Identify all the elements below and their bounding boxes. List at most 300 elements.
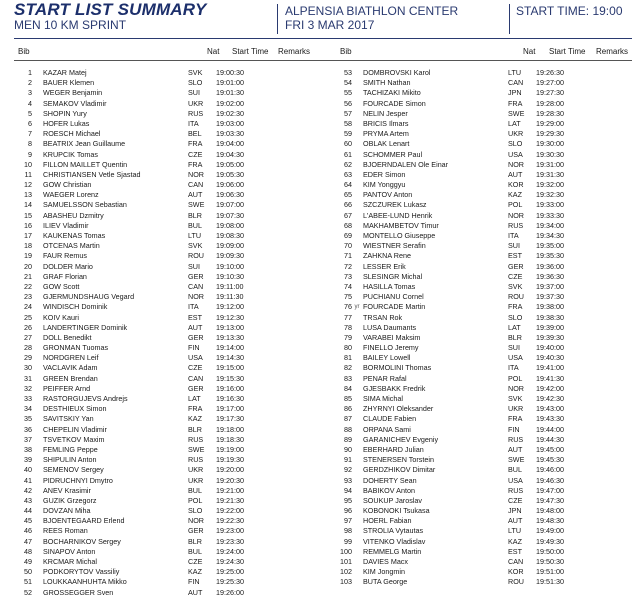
table-row [0,588,320,598]
nation-code: SLO [188,78,203,88]
nation-code: SVK [188,241,203,251]
bib-number: 38 [24,444,32,454]
nation-code: RUS [508,434,524,444]
table-row [0,577,320,587]
bib-number: 52 [24,587,32,597]
table-row [0,272,320,282]
table-row [320,221,640,231]
table-row [320,78,640,88]
start-time: 19:23:30 [216,536,244,546]
table-row [0,333,320,343]
athlete-name: SAVITSKIY Yan [43,414,94,424]
table-row [0,109,320,119]
nation-code: KAZ [508,536,522,546]
table-row [320,190,640,200]
nation-code: USA [188,353,203,363]
nation-code: NOR [188,169,204,179]
start-time: 19:01:00 [216,78,244,88]
bib-number: 31 [24,373,32,383]
nation-code: GER [188,271,204,281]
nation-code: BLR [188,536,202,546]
table-row [0,465,320,475]
athlete-name: SEMAKOV Vladimir [43,98,107,108]
athlete-name: PUCHIANU Cornel [363,292,424,302]
start-time: 19:50:30 [536,557,564,566]
nation-code: SVK [188,68,203,77]
athlete-name: SZCZUREK Lukasz [363,200,427,210]
start-time: 19:32:00 [536,180,564,190]
nation-code: FRA [508,98,523,108]
athlete-name: GOW Scott [43,281,80,291]
table-row [0,160,320,170]
athlete-name: ZAHKNA Rene [363,251,411,261]
table-row [320,129,640,139]
nation-code: SVK [508,281,523,291]
nation-code: RUS [188,434,204,444]
document-title: START LIST SUMMARY [14,0,207,19]
bib-number: 89 [344,434,352,444]
bib-number: 33 [24,394,32,403]
table-row [320,476,640,486]
start-time: 19:45:00 [536,444,564,454]
start-time: 19:43:30 [536,414,564,424]
athlete-name: ZHYRNYI Oleksander [363,404,434,414]
athlete-name: BAUER Klemen [43,78,95,88]
table-row [320,211,640,221]
start-time: 19:13:00 [216,322,244,332]
start-time: 19:24:30 [216,557,244,566]
nation-code: LAT [508,118,521,128]
start-time: 19:46:30 [536,475,564,485]
nation-code: SUI [508,343,520,353]
athlete-name: SEMENOV Sergey [43,465,104,475]
table-row [0,170,320,180]
athlete-name: VITENKO Vladislav [363,536,426,546]
bib-number: 82 [344,363,352,373]
bib-number: 20 [24,261,32,271]
athlete-name: MONTELLO Giuseppe [363,231,436,240]
bib-number: 68 [344,220,352,230]
bib-number: 32 [24,383,32,393]
start-time: 19:11:30 [216,292,244,302]
bib-number: 94 [344,485,352,495]
bib-number: 27 [24,332,32,342]
nation-code: GER [188,526,204,536]
athlete-name: OBLAK Lenart [363,139,410,149]
bib-number: 61 [344,149,352,159]
table-row [0,506,320,516]
athlete-name: EBERHARD Julian [363,444,424,454]
venue-name: ALPENSIA BIATHLON CENTER [285,4,459,18]
nation-code: CAN [188,373,204,383]
table-row [320,292,640,302]
start-time: 19:28:00 [536,98,564,108]
start-time: 19:08:00 [216,220,244,230]
document-header [0,0,640,38]
athlete-name: SLESINGR Michal [363,271,423,281]
athlete-name: BOCHARNIKOV Sergey [43,536,121,546]
bib-number: 76 [344,302,352,312]
start-time: 19:48:00 [536,506,564,516]
bib-number: 84 [344,383,352,393]
table-row [0,241,320,251]
athlete-name: BEATRIX Jean Guillaume [43,139,126,149]
start-time: 19:17:30 [216,414,244,424]
nation-code: CAN [188,281,204,291]
start-time: 19:17:00 [216,404,244,414]
athlete-name: ROESCH Michael [43,129,101,139]
table-row [0,567,320,577]
athlete-name: DOHERTY Sean [363,475,417,485]
table-row [0,99,320,109]
start-time: 19:39:30 [536,332,564,342]
table-row [0,211,320,221]
nation-code: ROU [508,292,524,302]
athlete-name: GOW Christian [43,180,92,190]
table-row [0,445,320,455]
start-time: 19:36:30 [536,271,564,281]
athlete-name: SMITH Nathan [363,78,411,88]
table-row [320,384,640,394]
start-list-right [320,68,640,588]
athlete-name: ANEV Krasimir [43,485,91,495]
start-time: 19:42:00 [536,383,564,393]
table-row [0,486,320,496]
nation-code: NOR [508,383,524,393]
nation-code: KAZ [188,414,202,424]
table-row [0,363,320,373]
athlete-name: BRICIS Ilmars [363,118,409,128]
nation-code: RUS [188,108,204,118]
bib-number: 58 [344,118,352,128]
nation-code: KOR [508,567,524,577]
start-time: 19:44:30 [536,434,564,444]
bib-number: 95 [344,495,352,505]
table-row [0,139,320,149]
athlete-name: BJOENTEGAARD Erlend [43,516,125,526]
bib-number: 22 [24,281,32,291]
athlete-name: FILLON MAILLET Quentin [43,159,128,169]
athlete-name: DOVZAN Miha [43,506,91,516]
bib-number: 50 [24,567,32,577]
header-divider [509,4,510,34]
athlete-name: VACLAVIK Adam [43,363,98,373]
nation-code: KAZ [508,190,522,200]
bib-number: 34 [24,404,32,414]
table-row [0,414,320,424]
table-row [320,404,640,414]
nation-code: UKR [188,465,204,475]
start-time: 19:51:30 [536,577,564,587]
bib-number: 101 [340,557,352,566]
table-row [320,241,640,251]
athlete-name: FOURCADE Simon [363,98,426,108]
athlete-name: REES Roman [43,526,88,536]
table-row [0,404,320,414]
nation-code: ROU [508,577,524,587]
nation-code: AUT [508,169,523,179]
athlete-name: WEGER Benjamin [43,88,103,98]
start-time: 19:31:00 [536,159,564,169]
bib-number: 40 [24,465,32,475]
start-time: 19:33:00 [536,200,564,210]
nation-code: ROU [188,251,204,261]
athlete-name: LESSER Erik [363,261,406,271]
nation-code: FRA [188,404,203,414]
athlete-name: STENERSEN Torstein [363,455,434,465]
start-time: 19:44:00 [536,424,564,434]
start-time: 19:22:00 [216,506,244,516]
bib-number: 96 [344,506,352,516]
nation-code: BUL [188,485,202,495]
athlete-name: BAILEY Lowell [363,353,411,363]
bib-number: 103 [340,577,352,587]
nation-code: SLO [188,506,203,516]
bib-number: 21 [24,271,32,281]
athlete-name: L'ABEE-LUND Henrik [363,210,433,220]
bib-number: 46 [24,526,32,536]
athlete-name: NELIN Jesper [363,108,408,118]
nation-code: BUL [188,220,202,230]
athlete-name: PODKORYTOV Vassiliy [43,567,120,577]
bib-number: 59 [344,129,352,139]
nation-code: FIN [508,424,520,434]
athlete-name: DAVIES Macx [363,557,408,566]
nation-code: BUL [508,465,522,475]
bib-number: 4 [28,98,32,108]
venue-block [285,4,458,32]
bib-number: 73 [344,271,352,281]
bib-number: 64 [344,180,352,190]
nation-code: GER [508,261,524,271]
start-time: 19:02:00 [216,98,244,108]
athlete-name: GJESBAKK Fredrik [363,383,426,393]
athlete-name: FAUR Remus [43,251,87,261]
athlete-name: BABIKOV Anton [363,485,415,495]
header-divider [277,4,278,34]
bib-number: 29 [24,353,32,363]
start-time: 19:39:00 [536,322,564,332]
bib-number: 5 [28,108,32,118]
start-time: 19:41:30 [536,373,564,383]
athlete-name: GERDZHIKOV Dimitar [363,465,436,475]
nation-code: SWE [508,108,525,118]
athlete-name: PANTOV Anton [363,190,413,200]
athlete-name: PENAR Rafal [363,373,407,383]
bib-number: 81 [344,353,352,363]
athlete-name: LUSA Daumants [363,322,417,332]
nation-code: ITA [508,363,519,373]
table-row [320,465,640,475]
athlete-name: SAMUELSSON Sebastian [43,200,127,210]
nation-code: SUI [188,261,200,271]
bib-number: 51 [24,577,32,587]
start-list-left [0,68,320,598]
table-row [0,526,320,536]
bib-number: 36 [24,424,32,434]
nation-code: KOR [508,180,524,190]
table-row [320,200,640,210]
table-row [0,343,320,353]
athlete-name: WAEGER Lorenz [43,190,99,200]
table-row [320,526,640,536]
yellow-bib-marker: yr [354,304,360,311]
table-row [320,394,640,404]
nation-code: BLR [188,210,202,220]
table-row [320,577,640,587]
table-row [0,129,320,139]
start-time: 19:42:30 [536,394,564,403]
nation-code: UKR [508,129,524,139]
start-time: 19:40:30 [536,353,564,363]
bib-number: 78 [344,322,352,332]
bib-number: 44 [24,506,32,516]
start-time: 19:32:30 [536,190,564,200]
start-time: 19:21:30 [216,495,244,505]
start-time: 19:01:30 [216,88,244,98]
bib-number: 88 [344,424,352,434]
bib-number: 72 [344,261,352,271]
nation-code: FIN [188,343,200,353]
athlete-name: SHOPIN Yury [43,108,87,118]
start-time: 19:24:00 [216,546,244,556]
athlete-name: PRYMA Artem [363,129,409,139]
table-row [0,435,320,445]
athlete-name: LANDERTINGER Dominik [43,322,128,332]
bib-number: 25 [24,312,32,322]
athlete-name: KIM Jongmin [363,567,405,577]
athlete-name: SOUKUP Jaroslav [363,495,422,505]
start-time: 19:31:30 [536,169,564,179]
bib-number: 8 [28,139,32,149]
nation-code: UKR [188,475,204,485]
bib-number: 15 [24,210,32,220]
nation-code: LTU [508,68,522,77]
start-time: 19:49:30 [536,536,564,546]
col-start-time: Start Time [232,47,269,56]
bib-number: 79 [344,332,352,342]
athlete-name: BUTA George [363,577,408,587]
start-time: 19:18:30 [216,434,244,444]
bib-number: 70 [344,241,352,251]
nation-code: USA [508,149,523,159]
start-time: 19:26:30 [536,68,564,77]
table-row [320,486,640,496]
athlete-name: SCHOMMER Paul [363,149,423,159]
table-row [0,537,320,547]
nation-code: GER [188,332,204,342]
bib-number: 66 [344,200,352,210]
start-time: 19:19:00 [216,444,244,454]
athlete-name: FOURCADE Martin [363,302,426,312]
table-row [0,88,320,98]
bib-number: 49 [24,557,32,566]
bib-number: 77 [344,312,352,322]
table-row [0,221,320,231]
start-time: 19:28:30 [536,108,564,118]
bib-number: 62 [344,159,352,169]
nation-code: KAZ [188,567,202,577]
nation-code: BEL [188,129,202,139]
nation-code: ITA [188,302,199,312]
start-time: 19:30:30 [536,149,564,159]
table-row [320,353,640,363]
start-time: 19:02:30 [216,108,244,118]
bib-number: 42 [24,485,32,495]
bib-number: 91 [344,455,352,465]
header-rule [14,38,632,39]
start-time: 19:27:30 [536,88,564,98]
nation-code: SWE [188,444,205,454]
table-row [320,343,640,353]
bib-number: 9 [28,149,32,159]
nation-code: SLO [508,139,523,149]
col-nat: Nat [523,47,536,56]
start-time: 19:48:30 [536,516,564,526]
start-time: 19:14:00 [216,343,244,353]
start-time: 19:29:00 [536,118,564,128]
bib-number: 55 [344,88,352,98]
athlete-name: KAZAR Matej [43,68,87,77]
table-row [320,180,640,190]
nation-code: CZE [508,495,523,505]
athlete-name: WIESTNER Serafin [363,241,426,251]
bib-number: 54 [344,78,352,88]
athlete-name: CHRISTIANSEN Vetle Sjastad [43,169,141,179]
table-row [0,302,320,312]
nation-code: FRA [188,139,203,149]
bib-number: 12 [24,180,32,190]
athlete-name: SIMA Michal [363,394,403,403]
bib-number: 37 [24,434,32,444]
athlete-name: GJERMUNDSHAUG Vegard [43,292,135,302]
table-row [0,68,320,78]
nation-code: FIN [188,577,200,587]
table-row [0,496,320,506]
athlete-name: VARABEI Maksim [363,332,421,342]
nation-code: EST [508,546,522,556]
table-row [0,200,320,210]
col-remarks: Remarks [278,47,311,56]
bib-number: 45 [24,516,32,526]
event-date: FRI 3 MAR 2017 [285,18,375,32]
bib-number: 87 [344,414,352,424]
athlete-name: GUZIK Grzegorz [43,495,97,505]
athlete-name: GREEN Brendan [43,373,98,383]
nation-code: FRA [188,159,203,169]
start-time: 19:07:00 [216,200,244,210]
bib-number: 48 [24,546,32,556]
bib-number: 56 [344,98,352,108]
table-row [320,567,640,577]
bib-number: 71 [344,251,352,261]
table-row [0,323,320,333]
start-time: 19:29:30 [536,129,564,139]
athlete-name: GROSSEGGER Sven [43,587,114,597]
athlete-name: DESTHIEUX Simon [43,404,107,414]
athlete-name: SHIPULIN Anton [43,455,97,465]
athlete-name: DOMBROVSKI Karol [363,68,431,77]
start-time: 19:30:00 [536,139,564,149]
athlete-name: BORMOLINI Thomas [363,363,432,373]
start-time: 19:16:00 [216,383,244,393]
bib-number: 41 [24,475,32,485]
table-row [320,262,640,272]
nation-code: POL [188,495,203,505]
table-row [320,150,640,160]
start-time: 19:12:30 [216,312,244,322]
nation-code: USA [508,475,523,485]
